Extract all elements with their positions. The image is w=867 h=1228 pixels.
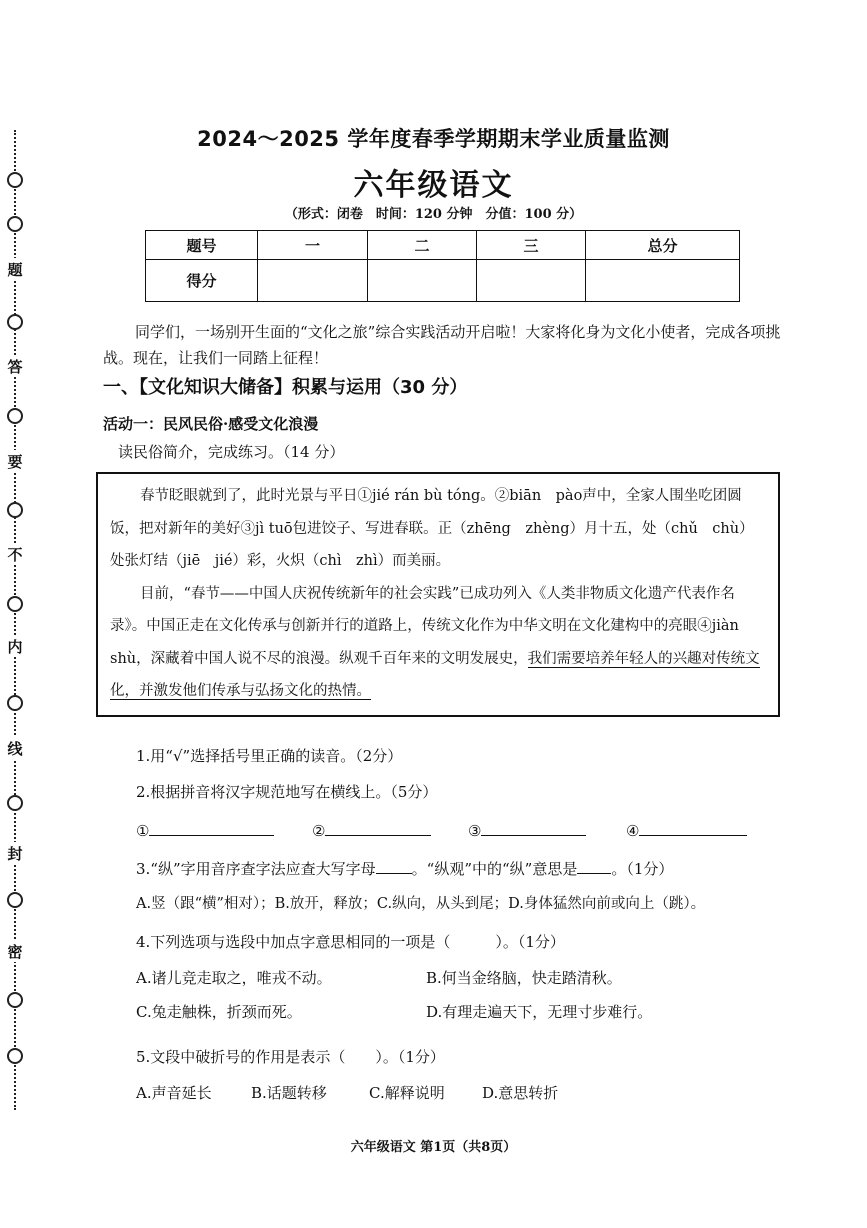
q2-blank-label: ② [312,822,326,840]
q4-option-c: C.兔走触株，折颈而死。 [136,1003,302,1021]
activity-heading: 活动一：民风民俗·感受文化浪漫 [103,415,319,433]
question-3 [136,856,673,881]
score-header-cell: 三 [477,231,586,260]
score-cell[interactable] [368,260,477,302]
passage-paragraph-1: 春节眨眼就到了，此时光景与平日①jié rán bù tóng。②biān pào声中，全家人围坐吃团圆饭，把对新年的美好③jì tuō包进饺子、写进春联。正（zhēng zhèng）月十五，处（chǔ chù）处张灯结（jiē jié）彩，火炽（chì zhì）而美丽。 [110,488,754,569]
q3-text: 3.“纵”字用音序查字法应查大写字母 [136,860,376,878]
binding-circle [7,695,23,711]
q5-option-d: D.意思转折 [482,1084,559,1102]
question-5: 5.文段中破折号的作用是表示（ ）。（1分） [136,1048,445,1066]
score-header-cell: 一 [258,231,368,260]
q3-text: 。（1分） [611,860,674,878]
section-heading: 一、【文化知识大储备】积累与运用（30 分） [103,377,468,398]
score-cell[interactable] [477,260,586,302]
binding-circle [7,795,23,811]
q4-option-d: D.有理走遍天下，无理寸步难行。 [426,1003,653,1021]
binding-mark: 封 [4,842,26,864]
q2-blank-label: ③ [468,822,482,840]
binding-mark: 内 [4,635,26,657]
q2-blank-2[interactable] [312,818,431,840]
binding-mark: 不 [4,543,26,565]
binding-mark: 题 [4,258,26,280]
binding-line [2,130,30,1110]
q5-option-a: A.声音延长 [136,1084,212,1102]
score-cell[interactable] [258,260,368,302]
score-row-label: 得分 [146,260,258,302]
passage-text: 目前，“春节——中国人庆祝传统新年的社会实践”已成功列入《人类非物质文化遗产代表作名录》。中国正走在文化传承与创新并行的道路上，传统文化作为中华文明在文化建构中的亮眼④jiàn shù，深藏着中国人说不尽的浪漫。纵观千百年来的文明发展史， [110,585,754,667]
binding-mark: 答 [4,355,26,377]
q5-option-c: C.解释说明 [369,1084,445,1102]
page-footer: 六年级语文 第1页（共8页） [350,1140,517,1155]
q5-option-b: B.话题转移 [251,1084,327,1102]
q2-blank-label: ① [136,822,150,840]
binding-circle [7,314,23,330]
q3-text: 。“纵观”中的“纵”意思是 [411,860,578,878]
score-header-cell: 总分 [586,231,740,260]
question-1: 1.用“√”选择括号里正确的读音。（2分） [136,747,403,765]
score-cell[interactable] [586,260,740,302]
q4-option-b: B.何当金络脑，快走踏清秋。 [426,969,622,987]
underlined-sentence: 我们需要培养年轻人的兴趣对传统文化，并激发他们传承与弘扬文化的热情。 [110,650,760,699]
answer-line[interactable] [149,818,274,836]
question-4: 4.下列选项与选段中加点字意思相同的一项是（ ）。（1分） [136,933,565,951]
passage-paragraph-2 [110,578,768,708]
score-header-cell: 二 [368,231,477,260]
binding-mark: 要 [4,450,26,472]
binding-circle [7,502,23,518]
subject-title: 六年级语文 [353,168,514,203]
binding-circle [7,892,23,908]
q2-blank-1[interactable] [136,818,274,840]
instruction-text: 读民俗简介，完成练习。（14 分） [118,443,345,461]
binding-mark: 线 [4,737,26,759]
q3-options: A.竖（跟“横”相对）；B.放开，释放；C.纵向，从头到尾；D.身体猛然向前或向上（跳）。 [136,896,706,912]
q2-blank-3[interactable] [468,818,586,840]
answer-line[interactable] [481,818,586,836]
q3-blank-letter[interactable] [376,856,412,874]
q4-option-a: A.诸儿竞走取之，唯戎不动。 [136,969,332,987]
reading-passage [96,472,780,717]
score-header-cell: 题号 [146,231,258,260]
score-table [145,230,740,302]
exam-title: 2024～2025 学年度春季学期期末学业质量监测 [197,127,670,151]
binding-circle [7,992,23,1008]
q2-blank-label: ④ [626,822,640,840]
binding-circle [7,408,23,424]
question-2: 2.根据拼音将汉字规范地写在横线上。（5分） [136,783,438,801]
intro-paragraph: 同学们，一场别开生面的“文化之旅”综合实践活动开启啦！大家将化身为文化小使者，完成各项挑战。现在，让我们一同踏上征程！ [103,323,781,367]
binding-circle [7,1048,23,1064]
exam-meta: （形式：闭卷 时间：120 分钟 分值：100 分） [284,207,583,222]
binding-circle [7,596,23,612]
q3-blank-meaning[interactable] [577,856,611,874]
binding-mark: 密 [4,940,26,962]
q2-blank-4[interactable] [626,818,747,840]
answer-line[interactable] [639,818,747,836]
answer-line[interactable] [325,818,431,836]
